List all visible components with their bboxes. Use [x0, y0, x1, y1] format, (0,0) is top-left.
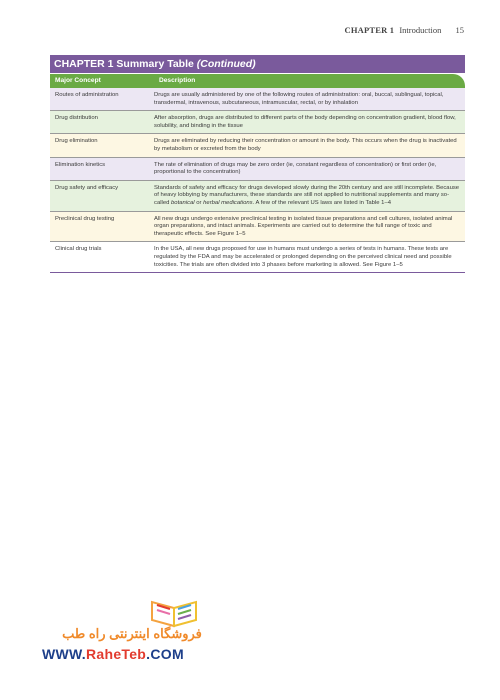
- watermark-url: [42, 646, 184, 662]
- description-cell: [148, 181, 465, 211]
- description-cell: After absorption, drugs are distributed to different parts of the body depending on concentration gradient, blood flow, solubility, and binding in the tissue: [154, 115, 456, 129]
- page-number: 15: [455, 25, 464, 35]
- table-row: [50, 88, 465, 111]
- concept-cell: Clinical drug trials: [55, 246, 102, 253]
- table-title-suffix: (Continued): [196, 58, 256, 70]
- column-header-concept: Major Concept: [55, 77, 101, 84]
- watermark-url-prefix: WWW.: [42, 646, 86, 662]
- table-title: [50, 55, 465, 73]
- watermark-url-suffix: .COM: [146, 646, 184, 662]
- description-italic-term: herbal medications: [203, 199, 253, 206]
- raheteb-watermark: [0, 588, 500, 678]
- description-text: . A few of the relevant US laws are listed in Table 1–4: [252, 199, 391, 206]
- watermark-persian-text: فروشگاه اینترنتی راه طب: [62, 626, 202, 641]
- description-cell: Drugs are usually administered by one of the following routes of administration: oral, buccal, sublingual, topical, transdermal, intravenous, subcutaneous, intramuscular, rectal, or by inhalation: [154, 92, 444, 106]
- table-title-text: CHAPTER 1 Summary Table: [54, 58, 194, 70]
- description-italic-term: botanical: [171, 199, 195, 206]
- column-header-description: Description: [159, 77, 196, 84]
- description-cell: In the USA, all new drugs proposed for use in humans must undergo a series of tests in humans. These tests are regulated by the FDA and may be accelerated or prolonged depending on the perceived clinical need and possible toxicities. The trials are often divided into 3 phases before marketing is allowed. See Figure 1–5: [154, 246, 452, 268]
- description-cell: Drugs are eliminated by reducing their concentration or amount in the body. This occurs when the drug is inactivated by metabolism or excreted from the body: [154, 138, 457, 152]
- table-row: [50, 111, 465, 134]
- running-head-section: Introduction: [399, 25, 442, 35]
- description-cell: All new drugs undergo extensive preclinical testing in isolated tissue preparations and cell cultures, isolated animal organ preparations, and intact animals. Experiments are carried out to determine the full range of toxic and therapeutic effects. See Figure 1–5: [154, 215, 453, 237]
- table-header-row: [50, 74, 465, 88]
- table-row: [50, 242, 465, 273]
- summary-table: [50, 55, 465, 273]
- description-text: Standards of safety and efficacy for drugs developed slowly during the 20th century and are still incomplete. Because of heavy lobbying by manufacturers, these standards are still not applied to nutritional supplements and many so-called: [154, 184, 460, 206]
- concept-cell: Drug elimination: [55, 138, 98, 145]
- concept-cell: Preclinical drug testing: [55, 215, 115, 222]
- watermark-url-brand: RaheTeb: [85, 646, 147, 662]
- running-head: [344, 25, 464, 35]
- concept-cell: Drug safety and efficacy: [55, 184, 119, 191]
- table-row: [50, 181, 465, 212]
- concept-cell: Routes of administration: [55, 92, 119, 98]
- concept-cell: Elimination kinetics: [55, 161, 106, 168]
- table-row: [50, 212, 465, 243]
- concept-cell: Drug distribution: [55, 115, 98, 122]
- description-cell: The rate of elimination of drugs may be zero order (ie, constant regardless of concentration) or first order (ie, proportional to the concentration): [154, 161, 437, 176]
- table-row: [50, 134, 465, 157]
- running-head-chapter: CHAPTER 1: [344, 25, 395, 35]
- open-book-logo-icon: [148, 598, 200, 628]
- description-text: or: [194, 199, 204, 206]
- table-row: [50, 158, 465, 181]
